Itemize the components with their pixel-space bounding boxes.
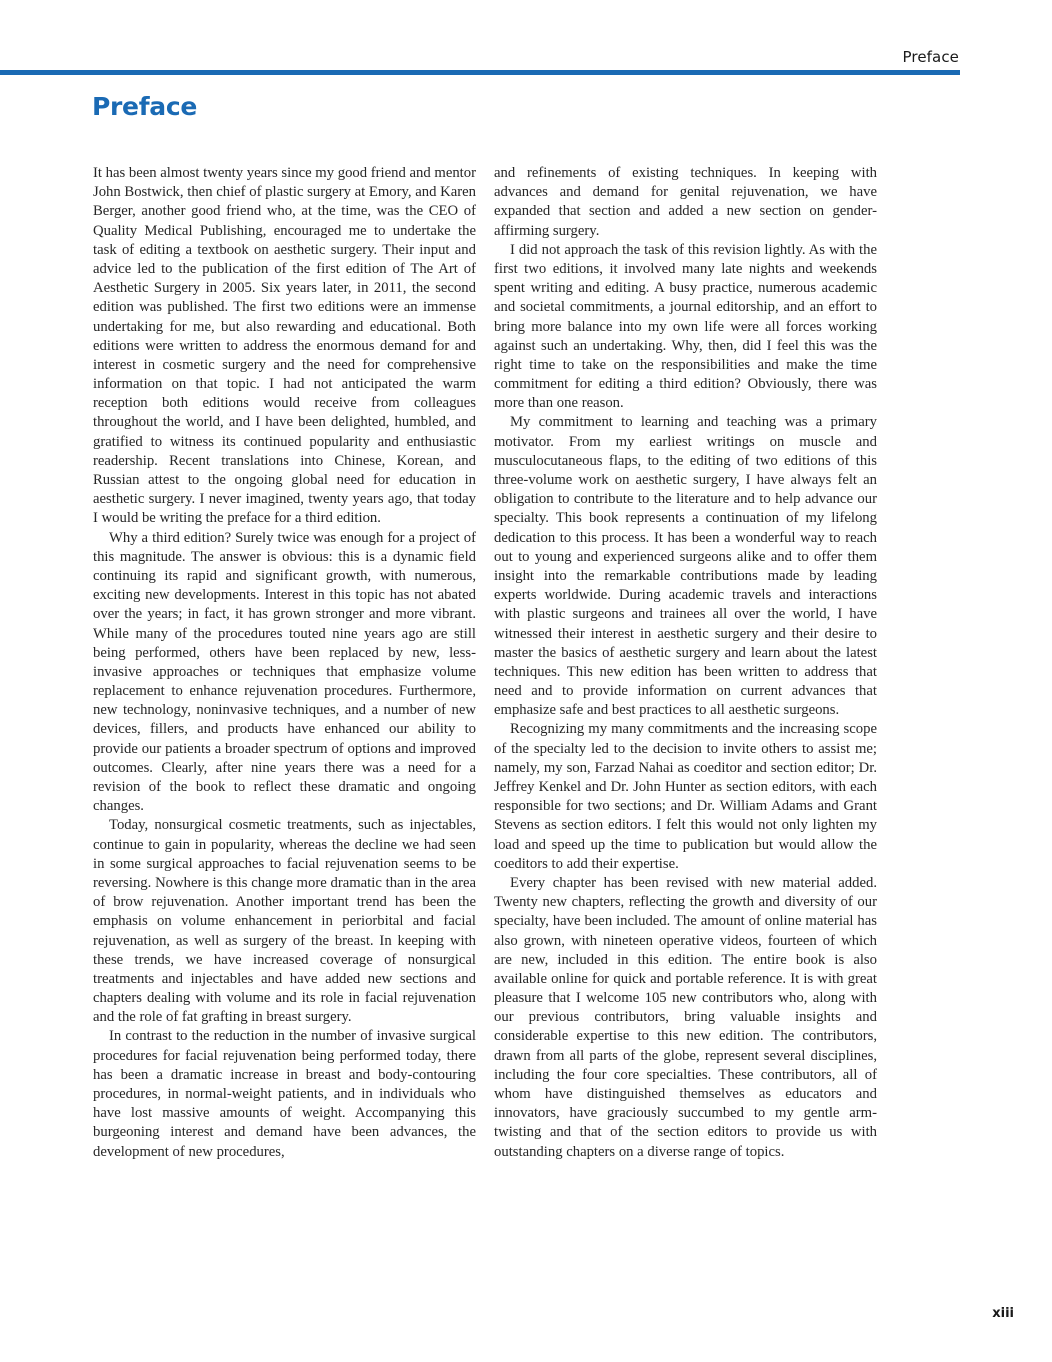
header-rule <box>0 70 960 75</box>
right-column <box>494 164 877 1162</box>
page-title: Preface <box>92 92 198 121</box>
paragraph: and refinements of existing techniques. In keeping with advances and demand for genital rejuvenation, we have expanded that section and added a new section on gender-affirming surgery. <box>494 165 877 239</box>
paragraph: It has been almost twenty years since my good friend and mentor John Bostwick, then chief of plastic surgery at Emory, and Karen Berger, another good friend who, at the time, was the CEO of Quality Medical Publishing, encouraged me to undertake the task of editing a textbook on aesthetic surgery. Their input and advice led to the publication of the first edition of The Art of Aesthetic Surgery in 2005. Six years later, in 2011, the second edition was published. The first two editions were an immense undertaking for me, but also rewarding and educational. Both editions were written to address the enormous demand for and interest in cosmetic surgery and the need for comprehensive information on that topic. I had not anticipated the warm reception both editions would receive from colleagues throughout the world, and I have been delighted, humbled, and gratified to witness its continued popularity and enthusiastic readership. Recent translations into Chinese, Korean, and Russian attest to the ongoing global need for education in aesthetic surgery. I never imagined, twenty years ago, that today I would be writing the preface for a third edition. <box>93 165 476 527</box>
paragraph: I did not approach the task of this revision lightly. As with the first two editions, it involved many late nights and weekends spent writing and editing. A busy practice, numerous academic and societal commitments, a journal editorship, and an effort to bring more balance into my own life were all forces working against such an undertaking. Why, then, did I feel this was the right time to take on the responsibilities and make the time commitment for editing a third edition? Obviously, there was more than one reason. <box>494 241 877 412</box>
paragraph: Why a third edition? Surely twice was enough for a project of this magnitude. The answer is obvious: this is a dynamic field continuing its rapid and significant growth, with numerous, exciting new developments. Interest in this topic has not abated over the years; in fact, it has grown stronger and more vibrant. While many of the procedures touted nine years ago are still being performed, others have been replaced by new, less-invasive approaches or techniques that emphasize volume replacement to enhance rejuvenation procedures. Furthermore, new technology, noninvasive techniques, and a number of new devices, fillers, and products have enhanced our ability to provide our patients a broader spectrum of options and improved outcomes. Clearly, after nine years there was a need for a revision of the book to reflect these dramatic and ongoing changes. <box>93 529 476 815</box>
paragraph: In contrast to the reduction in the number of invasive surgical procedures for facial rejuvenation being performed today, there has been a dramatic increase in breast and body-contouring procedures, in normal-weight patients, and in individuals who have lost massive amounts of weight. Accompanying this burgeoning interest and demand have been advances, the development of new procedures, <box>93 1028 476 1160</box>
left-column <box>93 164 476 1162</box>
paragraph: My commitment to learning and teaching was a primary motivator. From my earliest writings on muscle and musculocutaneous flaps, to the editing of two editions of this three-volume work on aesthetic surgery, I have always felt an obligation to contribute to the literature and to help advance our specialty. This book represents a continuation of my lifelong dedication to this process. It has been a wonderful way to reach out to young and experienced surgeons alike and to offer them insight into the remarkable contributions made by leading experts worldwide. During academic travels and interactions with plastic surgeons and trainees all over the world, I have witnessed their interest in aesthetic surgery and their desire to master the basics of aesthetic surgery and learn about the latest techniques. This new edition has been written to address that need and to provide information on current advances that emphasize safe and best practices to all aesthetic surgeons. <box>494 414 877 719</box>
page-number: xiii <box>992 1306 1014 1321</box>
paragraph: Every chapter has been revised with new material added. Twenty new chapters, reflecting the growth and diversity of our specialty, have been included. The amount of online material has also grown, with nineteen operative videos, fourteen of which are new, included in this edition. The entire book is also available online for quick and portable reference. It is with great pleasure that I welcome 105 new contributors who, along with our previous contributors, bring valuable insights and considerable expertise to this new edition. The contributors, drawn from all parts of the globe, represent several disciplines, including the four core specialties. These contributors, all of whom have distinguished themselves as educators and innovators, have graciously succumbed to my gentle arm-twisting and that of the section editors to provide us with outstanding chapters on a diverse range of topics. <box>494 874 877 1160</box>
paragraph: Recognizing my many commitments and the increasing scope of the specialty led to the decision to invite others to assist me; namely, my son, Farzad Nahai as coeditor and section editor; Dr. Jeffrey Kenkel and Dr. John Hunter as section editors, with each responsible for two sections; and Dr. William Adams and Grant Stevens as section editors. I felt this would not only lighten my load and speed up the time to publication but would allow the coeditors to add their expertise. <box>494 721 877 872</box>
paragraph: Today, nonsurgical cosmetic treatments, such as injectables, continue to gain in popularity, whereas the decline we had seen in some surgical approaches to facial rejuvenation seems to be reversing. Nowhere is this change more dramatic than in the area of brow rejuvenation. Another important trend has been the emphasis on volume enhancement in periorbital and facial rejuvenation, as well as surgery of the breast. In keeping with these trends, we have increased coverage of nonsurgical treatments and injectables and have added new sections and chapters dealing with volume and its role in facial rejuvenation and the role of fat grafting in breast surgery. <box>93 817 476 1026</box>
running-head: Preface <box>902 48 959 66</box>
